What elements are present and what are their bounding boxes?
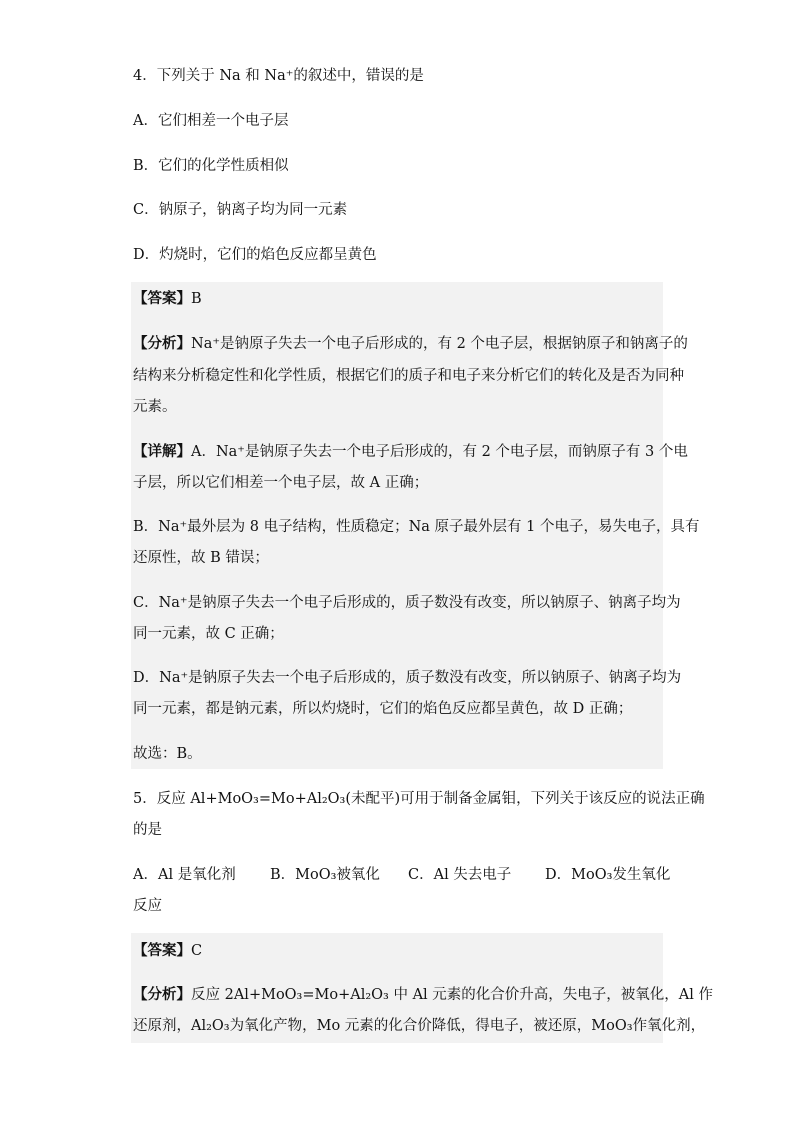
answer-value: C [191, 943, 203, 959]
q4-analysis-line-1 [133, 334, 688, 354]
q4-option-a: A．它们相差一个电子层 [133, 113, 289, 129]
q4-detail-line-1 [133, 442, 688, 462]
q4-answer [133, 289, 202, 309]
q4-detail-line-6: 同一元素，故 C 正确； [133, 626, 284, 642]
q5-option-a: A．Al 是氧化剂 [133, 867, 236, 883]
analysis-text: Na⁺是钠原子失去一个电子后形成的，有 2 个电子层，根据钠原子和钠离子的 [191, 336, 688, 352]
q5-option-c: C．Al 失去电子 [408, 867, 512, 883]
q4-option-b: B．它们的化学性质相似 [133, 158, 289, 174]
answer-label: 【答案】 [133, 290, 191, 307]
analysis-label: 【分析】 [133, 986, 191, 1003]
detail-text: A．Na⁺是钠原子失去一个电子后形成的，有 2 个电子层，而钠原子有 3 个电 [191, 444, 688, 460]
q4-option-d: D．灼烧时，它们的焰色反应都呈黄色 [133, 247, 377, 263]
detail-label: 【详解】 [133, 443, 191, 460]
q5-stem-line-2: 的是 [133, 822, 162, 838]
q4-detail-line-5: C．Na⁺是钠原子失去一个电子后形成的，质子数没有改变，所以钠原子、钠离子均为 [133, 595, 681, 611]
q5-analysis-line-2: 还原剂，Al₂O₃为氧化产物，Mo 元素的化合价降低，得电子，被还原，MoO₃作氧化剂， [133, 1018, 706, 1034]
analysis-text: 反应 2Al+MoO₃=Mo+Al₂O₃ 中 Al 元素的化合价升高，失电子，被氧化，Al 作 [191, 987, 714, 1003]
q4-detail-line-3: B．Na⁺最外层为 8 电子结构，性质稳定；Na 原子最外层有 1 个电子，易失电子，具有 [133, 519, 700, 535]
q4-detail-line-4: 还原性，故 B 错误； [133, 550, 269, 566]
q4-detail-line-7: D．Na⁺是钠原子失去一个电子后形成的，质子数没有改变，所以钠原子、钠离子均为 [133, 670, 682, 686]
q4-stem: 4．下列关于 Na 和 Na⁺的叙述中，错误的是 [133, 68, 424, 84]
q4-analysis-line-3: 元素。 [133, 399, 177, 415]
q4-detail-line-9: 故选：B。 [133, 746, 202, 762]
q5-stem-line-1: 5．反应 Al+MoO₃=Mo+Al₂O₃(未配平)可用于制备金属钼，下列关于该反应的说法正确 [133, 791, 705, 807]
q5-analysis-line-1 [133, 985, 713, 1005]
q4-analysis-line-2: 结构来分析稳定性和化学性质，根据它们的质子和电子来分析它们的转化及是否为同种 [133, 368, 684, 384]
q5-option-d-wrap: 反应 [133, 898, 162, 914]
answer-value: B [191, 291, 202, 307]
q5-option-d: D．MoO₃发生氧化 [545, 867, 671, 883]
q4-detail-line-8: 同一元素，都是钠元素，所以灼烧时，它们的焰色反应都呈黄色，故 D 正确； [133, 701, 633, 717]
q4-detail-line-2: 子层，所以它们相差一个电子层，故 A 正确； [133, 475, 429, 491]
q5-answer [133, 941, 202, 961]
analysis-label: 【分析】 [133, 335, 191, 352]
q5-option-b: B．MoO₃被氧化 [270, 867, 380, 883]
q4-option-c: C．钠原子，钠离子均为同一元素 [133, 202, 348, 218]
answer-label: 【答案】 [133, 942, 191, 959]
